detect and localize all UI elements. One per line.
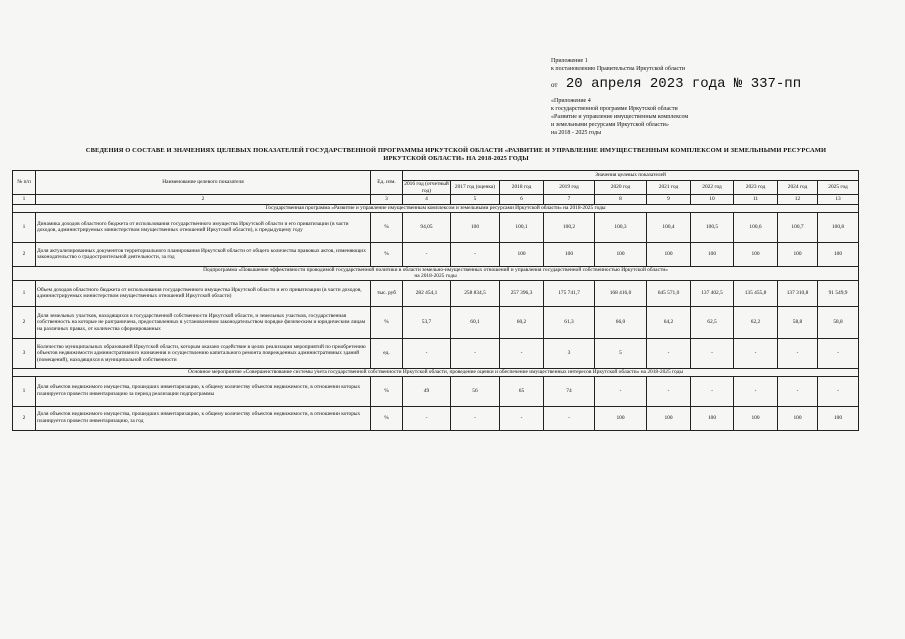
- unit-cell: ед.: [371, 338, 403, 368]
- column-number: 8: [595, 195, 647, 205]
- section-title: [13, 266, 859, 280]
- column-number: 10: [691, 195, 734, 205]
- unit-cell: %: [371, 376, 403, 406]
- unit-cell: %: [371, 242, 403, 266]
- indicator-name: Доля объектов недвижимого имущества, прошедших инвентаризацию, к общему количеству объектов недвижимости, в отношении которых планируется провести инвентаризацию, за год: [36, 406, 371, 430]
- value-cell: 3: [544, 338, 595, 368]
- title-line-2: ИРКУТСКОЙ ОБЛАСТИ» НА 2018-2025 ГОДЫ: [383, 155, 529, 162]
- value-cell: 100: [647, 242, 691, 266]
- row-number: 2: [13, 406, 36, 430]
- indicator-name: Доля земельных участков, находящихся в государственной собственности Иркутской области, и земельных участков, государственная собственность на которые не разграничена, предоставленных в установленном законодательством порядке физическим и юридическим лицам на различных правах, от количества сформированных: [36, 306, 371, 338]
- col-unit-header: Ед. изм.: [371, 171, 403, 195]
- value-cell: 66,0: [595, 306, 647, 338]
- value-cell: -: [734, 376, 778, 406]
- value-cell: 137 310,8: [778, 280, 818, 306]
- value-cell: 100: [734, 406, 778, 430]
- value-cell: -: [691, 338, 734, 368]
- value-cell: 60,2: [500, 306, 544, 338]
- section-title: Государственная программа «Развитие и управление имущественным комплексом и земельными ресурсами Иркутской области» на 2018-2025 годы: [13, 205, 859, 213]
- value-cell: 100: [691, 242, 734, 266]
- value-cell: 645 571,0: [647, 280, 691, 306]
- value-cell: 56: [451, 376, 500, 406]
- value-cell: 100,4: [647, 212, 691, 242]
- year-header: 2024 год: [778, 181, 818, 195]
- value-cell: 100: [451, 212, 500, 242]
- column-number: 3: [371, 195, 403, 205]
- appendix-header: [551, 57, 881, 137]
- table-row: [13, 376, 859, 406]
- unit-cell: %: [371, 212, 403, 242]
- column-number: 1: [13, 195, 36, 205]
- value-cell: 100,7: [778, 212, 818, 242]
- column-number: 12: [778, 195, 818, 205]
- column-number: 6: [500, 195, 544, 205]
- value-cell: -: [778, 376, 818, 406]
- decree-date: [551, 75, 881, 94]
- value-cell: 64,2: [647, 306, 691, 338]
- table-row: [13, 406, 859, 430]
- year-header: 2023 год: [734, 181, 778, 195]
- value-cell: -: [818, 376, 859, 406]
- year-header: 2019 год: [544, 181, 595, 195]
- year-header: 2017 год (оценка): [451, 181, 500, 195]
- year-header: 2025 год: [818, 181, 859, 195]
- column-number-row: [13, 195, 859, 205]
- value-cell: -: [691, 376, 734, 406]
- value-cell: 62,5: [691, 306, 734, 338]
- column-number: 11: [734, 195, 778, 205]
- program-name-1: «Развитие и управление имущественным комплексом: [551, 114, 689, 120]
- col-values-header: Значения целевых показателей: [403, 171, 859, 181]
- value-cell: 61,3: [544, 306, 595, 338]
- section-row-subprogram: [13, 266, 859, 280]
- unit-cell: %: [371, 306, 403, 338]
- table-row: [13, 242, 859, 266]
- indicator-name: Количество муниципальных образований Иркутской области, которым оказано содействие в целях реализации мероприятий по приобретению объектов недвижимости административного назначения и осуществлению капитального ремонта поврежденных административных зданий (помещений), находящихся в муниципальной собственности: [36, 338, 371, 368]
- indicators-table: [12, 170, 859, 431]
- year-header: 2021 год: [647, 181, 691, 195]
- year-header: 2022 год: [691, 181, 734, 195]
- value-cell: -: [734, 338, 778, 368]
- value-cell: -: [647, 338, 691, 368]
- value-cell: 100,8: [818, 212, 859, 242]
- row-number: 1: [13, 280, 36, 306]
- indicator-name: Доля объектов недвижимого имущества, прошедших инвентаризацию, к общему количеству объектов недвижимости, в отношении которых планируется провести инвентаризацию за период реализации подпрограммы: [36, 376, 371, 406]
- section-title-line-2: на 2018-2025 годы: [414, 273, 457, 280]
- column-number: 9: [647, 195, 691, 205]
- decree-label: к постановлению Правительства Иркутской области: [551, 66, 685, 72]
- date-prefix: от: [551, 81, 558, 89]
- value-cell: 60,1: [451, 306, 500, 338]
- value-cell: 100: [544, 242, 595, 266]
- value-cell: 100: [647, 406, 691, 430]
- value-cell: -: [403, 242, 451, 266]
- value-cell: 168 416,0: [595, 280, 647, 306]
- unit-cell: тыс. руб: [371, 280, 403, 306]
- column-number: 7: [544, 195, 595, 205]
- value-cell: 74: [544, 376, 595, 406]
- column-number: 13: [818, 195, 859, 205]
- value-cell: 5: [595, 338, 647, 368]
- value-cell: 100: [500, 242, 544, 266]
- table-row: [13, 338, 859, 368]
- table-header-row: [13, 171, 859, 181]
- row-number: 3: [13, 338, 36, 368]
- value-cell: 282 454,1: [403, 280, 451, 306]
- value-cell: -: [500, 338, 544, 368]
- value-cell: 100: [595, 406, 647, 430]
- value-cell: 100,2: [544, 212, 595, 242]
- value-cell: 100: [778, 406, 818, 430]
- section-row-program: [13, 205, 859, 213]
- value-cell: 58,8: [778, 306, 818, 338]
- value-cell: 100,6: [734, 212, 778, 242]
- value-cell: -: [403, 338, 451, 368]
- column-number: 4: [403, 195, 451, 205]
- value-cell: 62,2: [734, 306, 778, 338]
- date-text: 20 апреля 2023 года № 337-пп: [565, 76, 802, 92]
- value-cell: 58,8: [818, 306, 859, 338]
- row-number: 2: [13, 242, 36, 266]
- appendix-label: Приложение 1: [551, 58, 588, 64]
- value-cell: 175 741,7: [544, 280, 595, 306]
- value-cell: 135 455,8: [734, 280, 778, 306]
- row-number: 2: [13, 306, 36, 338]
- title-line-1: СВЕДЕНИЯ О СОСТАВЕ И ЗНАЧЕНИЯХ ЦЕЛЕВЫХ ПОКАЗАТЕЛЕЙ ГОСУДАРСТВЕННОЙ ПРОГРАММЫ ИРКУТСКОЙ ОБЛАСТИ «РАЗВИТИЕ И УПРАВЛЕНИЕ ИМУЩЕСТВЕННЫМ КОМПЛЕКСОМ И ЗЕМЕЛЬНЫМИ РЕСУРСАМИ: [85, 147, 827, 154]
- table-row: [13, 306, 859, 338]
- value-cell: 100: [734, 242, 778, 266]
- year-header: 2018 год: [500, 181, 544, 195]
- value-cell: -: [403, 406, 451, 430]
- row-number: 1: [13, 376, 36, 406]
- document-title: [12, 147, 900, 163]
- column-number: 2: [36, 195, 371, 205]
- section-title-line-1: Подпрограмма «Повышение эффективности проводимой государственной политики в области земельно-имущественных отношений и управления государственной собственностью Иркутской области»: [203, 266, 668, 273]
- col-name-header: Наименование целевого показателя: [36, 171, 371, 195]
- value-cell: 100,1: [500, 212, 544, 242]
- value-cell: -: [451, 338, 500, 368]
- value-cell: 100: [818, 242, 859, 266]
- program-name-2: и земельными ресурсами Иркутской области»: [551, 122, 669, 128]
- value-cell: 94,05: [403, 212, 451, 242]
- col-num-header: № п/п: [13, 171, 36, 195]
- column-number: 5: [451, 195, 500, 205]
- program-years: на 2018 - 2025 годы: [551, 130, 602, 136]
- value-cell: -: [778, 338, 818, 368]
- year-header: 2020 год: [595, 181, 647, 195]
- value-cell: 100: [595, 242, 647, 266]
- value-cell: 257 396,3: [500, 280, 544, 306]
- value-cell: 53,7: [403, 306, 451, 338]
- indicator-name: Динамика доходов областного бюджета от использования государственного имущества Иркутской области и его приватизации (в части доходов, администрируемых министерством имущественных отношений Иркутской области), к предыдущему году: [36, 212, 371, 242]
- value-cell: 258 834,5: [451, 280, 500, 306]
- year-header: 2016 год (отчетный год): [404, 181, 449, 194]
- table-row: [13, 280, 859, 306]
- value-cell: -: [818, 338, 859, 368]
- indicator-name: Объем доходов областного бюджета от использования государственного имущества Иркутской области и его приватизации (в части доходов, администрируемых министерством имущественных отношений Иркутской области): [36, 280, 371, 306]
- value-cell: 100: [778, 242, 818, 266]
- value-cell: 49: [403, 376, 451, 406]
- program-label: к государственной программе Иркутской области: [551, 106, 678, 112]
- value-cell: 100,3: [595, 212, 647, 242]
- value-cell: -: [451, 242, 500, 266]
- value-cell: -: [647, 376, 691, 406]
- value-cell: -: [544, 406, 595, 430]
- value-cell: 137 402,5: [691, 280, 734, 306]
- value-cell: 100: [818, 406, 859, 430]
- indicator-name: Доля актуализированных документов территориального планирования Иркутской области от общего количества правовых актов, изменяющих законодательство о градостроительной деятельности, за год: [36, 242, 371, 266]
- section-title: Основное мероприятие «Совершенствование системы учета государственной собственности Иркутской области, проведение оценки и обеспечение имущественных интересов Иркутской области» на 2018-2025 годы: [13, 368, 859, 376]
- value-cell: 91 549,9: [818, 280, 859, 306]
- table-row: [13, 212, 859, 242]
- value-cell: 65: [500, 376, 544, 406]
- unit-cell: %: [371, 406, 403, 430]
- value-cell: -: [500, 406, 544, 430]
- value-cell: 100,5: [691, 212, 734, 242]
- value-cell: 100: [691, 406, 734, 430]
- value-cell: -: [451, 406, 500, 430]
- appendix4-label: «Приложение 4: [551, 98, 591, 104]
- section-row-measure: [13, 368, 859, 376]
- row-number: 1: [13, 212, 36, 242]
- value-cell: -: [595, 376, 647, 406]
